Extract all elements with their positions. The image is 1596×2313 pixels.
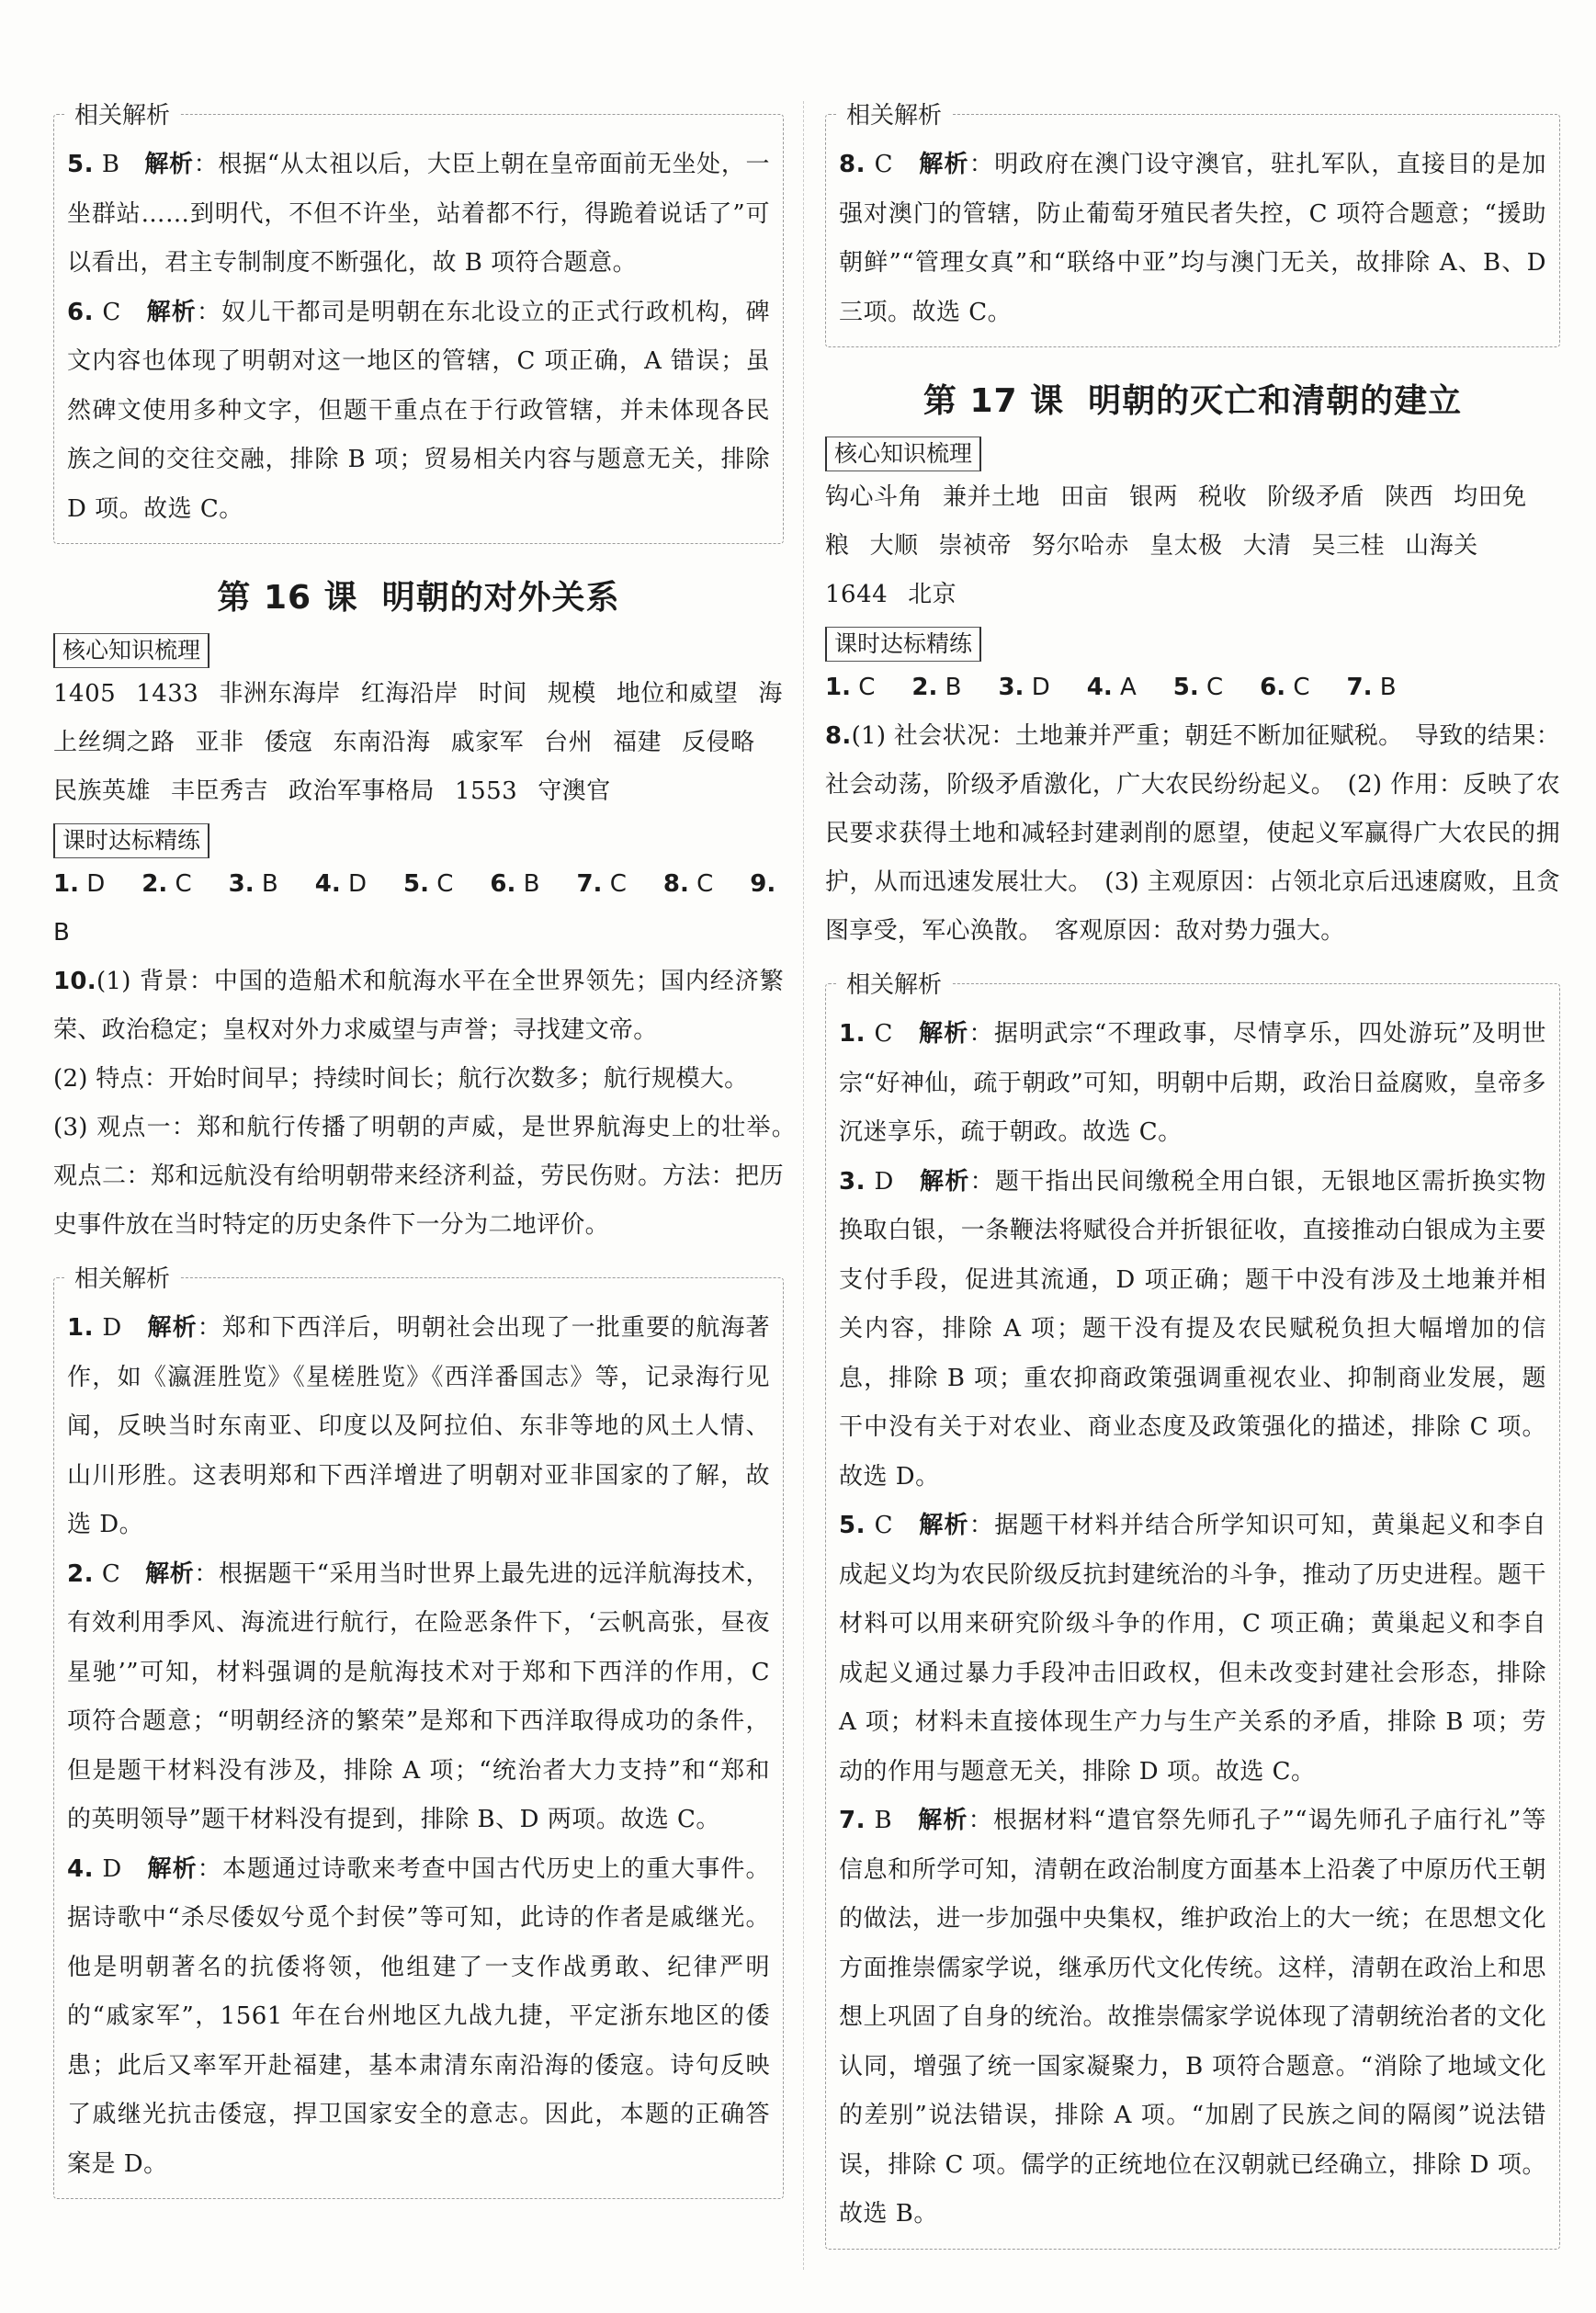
answer-item: 5. C	[1172, 674, 1224, 701]
keyword: 亚非	[195, 729, 244, 756]
keyword: 吴三桂	[1311, 532, 1386, 560]
keyword: 倭寇	[264, 729, 313, 756]
analysis-box	[53, 1265, 784, 2199]
question-number: 7.	[839, 1807, 866, 1834]
analysis-item	[67, 1550, 770, 1845]
keyword: 反侵略	[682, 729, 755, 756]
answer-letter: C	[874, 151, 893, 178]
keyword: 非洲东海岸	[219, 680, 341, 708]
column-divider	[803, 101, 804, 2270]
analysis-label: 解析	[144, 151, 194, 178]
analysis-label: 解析	[147, 1854, 198, 1883]
analysis-label: 解析	[918, 1807, 968, 1834]
lesson-number: 第 17 课	[923, 382, 1065, 420]
answer-letter: C	[874, 1020, 893, 1048]
question-number: 6.	[67, 298, 94, 326]
keyword: 阶级矛盾	[1267, 483, 1365, 511]
answer-item: 4. D	[314, 870, 367, 898]
question-number: 4.	[67, 1854, 94, 1883]
keyword: 皇太极	[1149, 532, 1223, 560]
analysis-text: ：据明武宗“不理政事，尽情享乐，四处游玩”及明世宗“好神仙，疏于朝政”可知，明朝中后期，政治日益腐败，皇帝多沉迷享乐，疏于朝政。故选 C。	[839, 1020, 1546, 1146]
lesson-number: 第 16 课	[217, 579, 358, 617]
keyword-list	[53, 670, 784, 816]
analysis-label: 解析	[919, 151, 969, 178]
answer-item: 1. D	[53, 870, 106, 898]
keyword: 税收	[1198, 483, 1248, 511]
answer-letter: D	[874, 1167, 894, 1196]
question-number: 5.	[839, 1512, 866, 1539]
question-number: 2.	[67, 1559, 94, 1588]
analysis-text: ：本题通过诗歌来考查中国古代历史上的重大事件。据诗歌中“杀尽倭奴兮觅个封侯”等可知，此诗的作者是戚继光。他是明朝著名的抗倭将领，他组建了一支作战勇敢、纪律严明的“戚家军”，1561 年在台州地区九战九捷，平定浙东地区的倭患；此后又率军开赴福建，基本肃清东南沿海的倭寇。诗句反映了戚继光抗击倭寇，捍卫国家安全的意志。因此，本题的正确答案是 D。	[67, 1854, 770, 2178]
answer-list	[825, 663, 1560, 712]
question-10-part2: (2) 特点：开始时间早；持续时间长；航行次数多；航行规模大。	[53, 1065, 749, 1093]
analysis-item	[839, 141, 1546, 337]
keyword: 大清	[1242, 532, 1292, 560]
keyword: 民族英雄	[53, 777, 152, 805]
practice-tag: 课时达标精练	[825, 627, 981, 662]
question-number: 10.	[53, 968, 96, 995]
answer-item: 6. B	[490, 870, 540, 898]
keyword: 1553	[455, 777, 518, 805]
keyword: 田亩	[1060, 483, 1110, 511]
analysis-box-title: 相关解析	[65, 1260, 179, 1294]
lesson-name: 明朝的灭亡和清朝的建立	[1088, 382, 1463, 420]
analysis-item	[839, 1010, 1546, 1158]
keyword: 均田免粮	[825, 483, 1527, 560]
answer-letter: C	[102, 298, 121, 326]
answer-item: 4. A	[1086, 674, 1137, 701]
keyword: 丰臣秀吉	[171, 777, 269, 805]
keyword: 台州	[544, 729, 594, 756]
answer-item: 5. C	[403, 870, 454, 898]
analysis-item	[67, 1845, 770, 2190]
analysis-text: ：根据材料“遣官祭先师孔子”“谒先师孔子庙行礼”等信息和所学可知，清朝在政治制度方面基本上沿袭了中原历代王朝的做法，进一步加强中央集权，维护政治上的大一统；在思想文化方面推崇儒家学说，继承历代文化传统。这样，清朝在政治上和思想上巩固了自身的统治。故推崇儒家学说体现了清朝统治者的文化认同，增强了统一国家凝聚力，B 项符合题意。“消除了地域文化的差别”说法错误，排除 A 项。“加剧了民族之间的隔阂”说法错误，排除 C 项。儒学的正统地位在汉朝就已经确立，排除 D 项。故选 B。	[839, 1807, 1546, 2228]
analysis-box	[825, 971, 1560, 2250]
answer-item: 6. C	[1260, 674, 1310, 701]
analysis-text: ：题干指出民间缴税全用白银，无银地区需折换实物换取白银，一条鞭法将赋役合并折银征收，直接推动白银成为主要支付手段，促进其流通，D 项正确；题干中没有涉及土地兼并相关内容，排除 A 项；题干没有提及农民赋税负担大幅增加的信息，排除 B 项；重农抑商政策强调重视农业、抑制商业发展，题干中没有关于对农业、商业态度及政策强化的描述，排除 C 项。故选 D。	[839, 1167, 1546, 1491]
keyword: 1644	[825, 581, 889, 608]
answer-item: 3. D	[998, 674, 1050, 701]
analysis-item	[67, 289, 770, 535]
answer-letter: B	[101, 151, 120, 178]
keyword: 1433	[136, 680, 199, 708]
keyword: 地位和威望	[616, 680, 739, 708]
keyword: 东南沿海	[333, 729, 431, 756]
answer-letter: D	[102, 1314, 122, 1342]
keyword: 戚家军	[450, 729, 525, 756]
analysis-box	[53, 102, 784, 544]
lesson-17-title	[825, 375, 1560, 422]
answer-item: 3. B	[228, 870, 278, 898]
keyword: 福建	[613, 729, 662, 756]
question-number: 1.	[839, 1020, 866, 1048]
answer-letter: C	[101, 1559, 121, 1588]
analysis-label: 解析	[918, 1020, 969, 1048]
practice-tag: 课时达标精练	[53, 823, 209, 858]
left-column	[53, 101, 809, 2199]
analysis-text: ：根据“从太祖以后，大臣上朝在皇帝面前无坐处，一坐群站……到明代，不但不许坐，站着都不行，得跪着说话了”可以看出，君主专制制度不断强化，故 B 项符合题意。	[67, 151, 770, 277]
answer-item: 1. C	[825, 674, 876, 701]
keyword: 时间	[478, 680, 527, 708]
answer-item: 2. C	[141, 870, 192, 898]
right-column	[825, 101, 1560, 2250]
question-8-answer: 8.(1) 社会状况：土地兼并严重；朝廷不断加征赋税。 导致的结果：社会动荡，阶级矛盾激化，广大农民纷纷起义。 (2) 作用：反映了农民要求获得土地和减轻封建剥削的愿望，使起义军赢得广大农民的拥护，从而迅速发展壮大。 (3) 主观原因：占领北京后迅速腐败，且贪图享受，军心涣散。 客观原因：敌对势力强大。	[825, 722, 1560, 945]
analysis-label: 解析	[920, 1167, 970, 1196]
analysis-item	[67, 1304, 770, 1550]
analysis-item	[839, 1797, 1546, 2239]
core-knowledge-tag: 核心知识梳理	[53, 633, 209, 668]
analysis-box	[825, 102, 1560, 347]
keyword: 崇祯帝	[938, 532, 1013, 560]
lesson-16-title	[53, 572, 784, 618]
analysis-item	[839, 1502, 1546, 1797]
answer-item: 7. C	[576, 870, 627, 898]
analysis-text: ：郑和下西洋后，明朝社会出现了一批重要的航海著作，如《瀛涯胜览》《星槎胜览》《西洋番国志》等，记录海行见闻，反映当时东南亚、印度以及阿拉伯、东非等地的风土人情、山川形胜。这表明郑和下西洋增进了明朝对亚非国家的了解，故选 D。	[67, 1314, 770, 1538]
analysis-box-title: 相关解析	[65, 96, 179, 130]
analysis-label: 解析	[919, 1512, 969, 1539]
analysis-label: 解析	[146, 298, 197, 326]
analysis-text: ：奴儿干都司是明朝在东北设立的正式行政机构，碑文内容也体现了明朝对这一地区的管辖，C 项正确，A 错误；虽然碑文使用多种文字，但题干重点在于行政管辖，并未体现各民族之间的交往交融，排除 B 项；贸易相关内容与题意无关，排除 D 项。故选 C。	[67, 298, 770, 523]
keyword: 陕西	[1385, 483, 1434, 511]
keyword: 1405	[53, 680, 117, 708]
analysis-item	[839, 1158, 1546, 1502]
question-number: 3.	[839, 1167, 866, 1196]
keyword: 努尔哈赤	[1032, 532, 1130, 560]
keyword: 规模	[547, 680, 596, 708]
keyword: 钩心斗角	[825, 483, 923, 511]
keyword: 北京	[908, 581, 957, 608]
keyword: 大顺	[869, 532, 919, 560]
analysis-box-title: 相关解析	[837, 966, 951, 1000]
question-number: 8.	[839, 151, 866, 178]
keyword: 海上丝绸之路	[53, 680, 783, 756]
analysis-label: 解析	[147, 1314, 198, 1342]
analysis-text: ：据题干材料并结合所学知识可知，黄巢起义和李自成起义均为农民阶级反抗封建统治的斗争，推动了历史进程。题干材料可以用来研究阶级斗争的作用，C 项正确；黄巢起义和李自成起义通过暴力手段冲击旧政权，但未改变封建社会形态，排除 A 项；材料未直接体现生产力与生产关系的矛盾，排除 B 项；劳动的作用与题意无关，排除 D 项。故选 C。	[839, 1512, 1546, 1786]
keyword: 山海关	[1405, 532, 1478, 560]
analysis-label: 解析	[145, 1559, 195, 1588]
keyword: 政治军事格局	[289, 777, 436, 805]
question-10-part3: (3) 观点一：郑和航行传播了明朝的声威，是世界航海史上的壮举。 观点二：郑和远航没有给明朝带来经济利益，劳民伤财。方法：把历史事件放在当时特定的历史条件下一分为二地评价。	[53, 1114, 809, 1239]
keyword: 红海沿岸	[360, 680, 458, 708]
answer-item: 8. C	[662, 870, 714, 898]
keyword: 兼并土地	[943, 483, 1041, 511]
answer-letter: B	[874, 1807, 893, 1834]
question-10-answer: 10.(1) 背景：中国的造船术和航海水平在全世界领先；国内经济繁荣、政治稳定；皇权对外力求威望与声誉；寻找建文帝。	[53, 968, 784, 1044]
answer-item: 2. B	[911, 674, 962, 701]
question-number: 5.	[67, 151, 94, 178]
analysis-text: ：根据题干“采用当时世界上最先进的远洋航海技术，有效利用季风、海流进行航行，在险恶条件下，‘云帆高张，昼夜星驰’”可知，材料强调的是航海技术对于郑和下西洋的作用，C 项符合题意；“明朝经济的繁荣”是郑和下西洋取得成功的条件，但是题干材料没有涉及，排除 A 项；“统治者大力支持”和“郑和的英明领导”题干材料没有提到，排除 B、D 两项。故选 C。	[67, 1559, 770, 1833]
question-number: 1.	[67, 1314, 94, 1342]
keyword-list	[825, 473, 1560, 619]
analysis-item	[67, 141, 770, 289]
answer-letter: D	[102, 1854, 122, 1883]
answer-item: 9. B	[53, 870, 776, 947]
answer-list	[53, 860, 784, 958]
lesson-name: 明朝的对外关系	[381, 579, 620, 617]
analysis-box-title: 相关解析	[837, 96, 951, 130]
keyword: 银两	[1129, 483, 1179, 511]
analysis-text: ：明政府在澳门设守澳官，驻扎军队，直接目的是加强对澳门的管辖，防止葡萄牙殖民者失控，C 项符合题意；“援助朝鲜”“管理女真”和“联络中亚”均与澳门无关，故排除 A、B、D 三项。故选 C。	[839, 151, 1546, 326]
core-knowledge-tag: 核心知识梳理	[825, 437, 981, 471]
keyword: 守澳官	[538, 777, 611, 805]
answer-item: 7. B	[1346, 674, 1397, 701]
answer-letter: C	[874, 1512, 893, 1539]
question-number: 8.	[825, 722, 852, 750]
